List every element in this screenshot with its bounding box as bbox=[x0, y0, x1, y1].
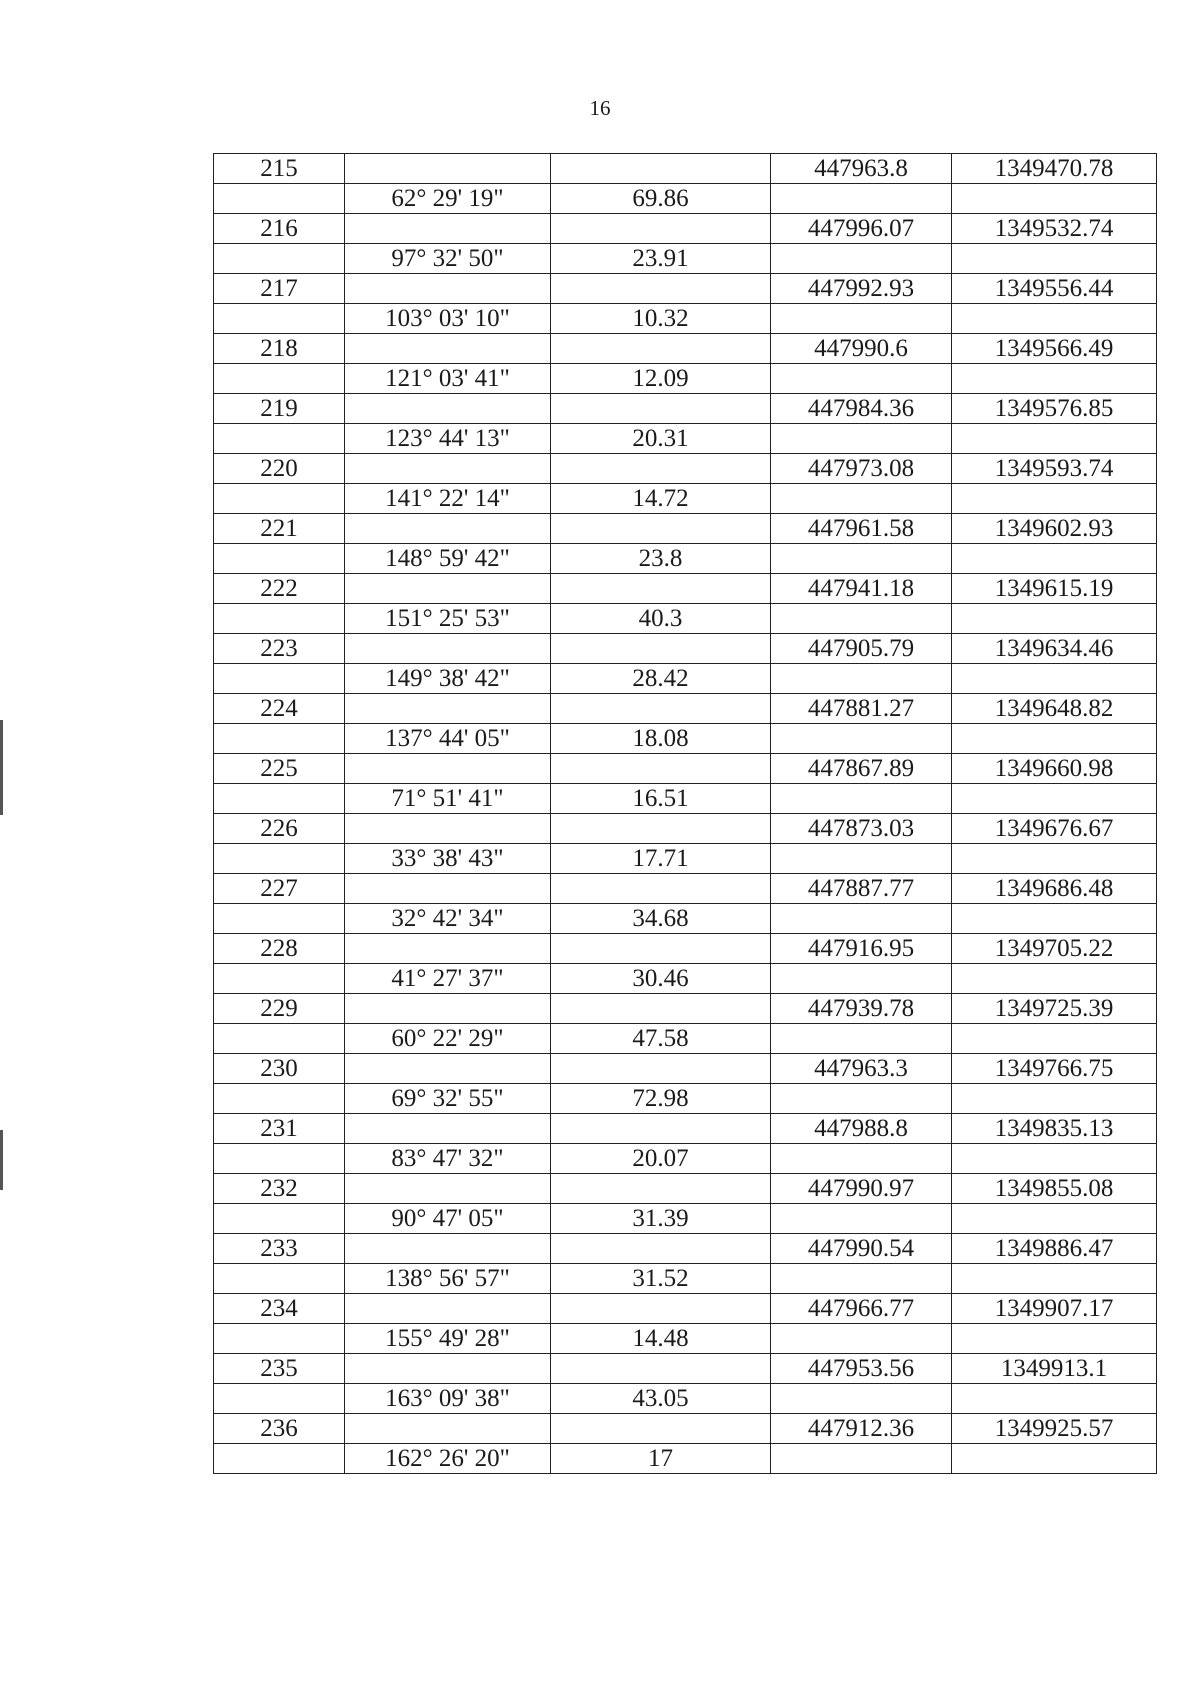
table-row-point bbox=[214, 814, 1157, 844]
empty-cell bbox=[345, 694, 551, 724]
bearing-angle-cell: 97° 32' 50" bbox=[345, 244, 551, 274]
y-coordinate-cell: 1349907.17 bbox=[952, 1294, 1157, 1324]
point-number-cell: 233 bbox=[214, 1234, 345, 1264]
table-row-point bbox=[214, 1414, 1157, 1444]
y-coordinate-cell: 1349556.44 bbox=[952, 274, 1157, 304]
empty-cell bbox=[214, 844, 345, 874]
empty-cell bbox=[771, 844, 952, 874]
empty-cell bbox=[952, 964, 1157, 994]
empty-cell bbox=[771, 364, 952, 394]
empty-cell bbox=[771, 304, 952, 334]
point-number-cell: 231 bbox=[214, 1114, 345, 1144]
empty-cell bbox=[214, 1444, 345, 1474]
bearing-angle-cell: 149° 38' 42" bbox=[345, 664, 551, 694]
y-coordinate-cell: 1349593.74 bbox=[952, 454, 1157, 484]
point-number-cell: 221 bbox=[214, 514, 345, 544]
point-number-cell: 218 bbox=[214, 334, 345, 364]
table-row-segment bbox=[214, 964, 1157, 994]
empty-cell bbox=[771, 1324, 952, 1354]
empty-cell bbox=[214, 1144, 345, 1174]
y-coordinate-cell: 1349835.13 bbox=[952, 1114, 1157, 1144]
point-number-cell: 224 bbox=[214, 694, 345, 724]
empty-cell bbox=[214, 724, 345, 754]
empty-cell bbox=[214, 544, 345, 574]
empty-cell bbox=[952, 904, 1157, 934]
bearing-angle-cell: 60° 22' 29" bbox=[345, 1024, 551, 1054]
point-number-cell: 234 bbox=[214, 1294, 345, 1324]
y-coordinate-cell: 1349913.1 bbox=[952, 1354, 1157, 1384]
empty-cell bbox=[345, 994, 551, 1024]
distance-cell: 72.98 bbox=[551, 1084, 771, 1114]
empty-cell bbox=[952, 1144, 1157, 1174]
empty-cell bbox=[551, 1174, 771, 1204]
bearing-angle-cell: 71° 51' 41" bbox=[345, 784, 551, 814]
x-coordinate-cell: 447990.6 bbox=[771, 334, 952, 364]
distance-cell: 20.31 bbox=[551, 424, 771, 454]
empty-cell bbox=[952, 484, 1157, 514]
point-number-cell: 230 bbox=[214, 1054, 345, 1084]
x-coordinate-cell: 447873.03 bbox=[771, 814, 952, 844]
empty-cell bbox=[345, 1114, 551, 1144]
point-number-cell: 227 bbox=[214, 874, 345, 904]
empty-cell bbox=[551, 274, 771, 304]
table-row-segment bbox=[214, 424, 1157, 454]
empty-cell bbox=[771, 904, 952, 934]
table-row-segment bbox=[214, 844, 1157, 874]
bearing-angle-cell: 148° 59' 42" bbox=[345, 544, 551, 574]
table-row-segment bbox=[214, 664, 1157, 694]
point-number-cell: 220 bbox=[214, 454, 345, 484]
empty-cell bbox=[952, 1384, 1157, 1414]
empty-cell bbox=[214, 484, 345, 514]
y-coordinate-cell: 1349705.22 bbox=[952, 934, 1157, 964]
empty-cell bbox=[214, 904, 345, 934]
bearing-angle-cell: 162° 26' 20" bbox=[345, 1444, 551, 1474]
x-coordinate-cell: 447887.77 bbox=[771, 874, 952, 904]
point-number-cell: 235 bbox=[214, 1354, 345, 1384]
empty-cell bbox=[551, 1354, 771, 1384]
empty-cell bbox=[771, 544, 952, 574]
empty-cell bbox=[771, 1024, 952, 1054]
scan-edge-mark bbox=[0, 1130, 3, 1190]
table-row-point bbox=[214, 1354, 1157, 1384]
y-coordinate-cell: 1349634.46 bbox=[952, 634, 1157, 664]
table-row-point bbox=[214, 994, 1157, 1024]
empty-cell bbox=[952, 724, 1157, 754]
table-row-point bbox=[214, 454, 1157, 484]
bearing-angle-cell: 83° 47' 32" bbox=[345, 1144, 551, 1174]
table-row-point bbox=[214, 1294, 1157, 1324]
table-row-point bbox=[214, 514, 1157, 544]
empty-cell bbox=[214, 1324, 345, 1354]
empty-cell bbox=[952, 1324, 1157, 1354]
x-coordinate-cell: 447961.58 bbox=[771, 514, 952, 544]
empty-cell bbox=[214, 184, 345, 214]
empty-cell bbox=[214, 964, 345, 994]
y-coordinate-cell: 1349615.19 bbox=[952, 574, 1157, 604]
table-row-segment bbox=[214, 1144, 1157, 1174]
empty-cell bbox=[345, 454, 551, 484]
empty-cell bbox=[345, 1234, 551, 1264]
empty-cell bbox=[952, 1084, 1157, 1114]
bearing-angle-cell: 151° 25' 53" bbox=[345, 604, 551, 634]
empty-cell bbox=[771, 1084, 952, 1114]
empty-cell bbox=[952, 1444, 1157, 1474]
distance-cell: 20.07 bbox=[551, 1144, 771, 1174]
point-number-cell: 217 bbox=[214, 274, 345, 304]
table-row-point bbox=[214, 1114, 1157, 1144]
empty-cell bbox=[551, 454, 771, 484]
empty-cell bbox=[551, 514, 771, 544]
point-number-cell: 228 bbox=[214, 934, 345, 964]
x-coordinate-cell: 447963.8 bbox=[771, 154, 952, 184]
table-row-segment bbox=[214, 484, 1157, 514]
table-row-point bbox=[214, 574, 1157, 604]
distance-cell: 12.09 bbox=[551, 364, 771, 394]
x-coordinate-cell: 447990.97 bbox=[771, 1174, 952, 1204]
empty-cell bbox=[952, 664, 1157, 694]
table-row-point bbox=[214, 334, 1157, 364]
distance-cell: 34.68 bbox=[551, 904, 771, 934]
point-number-cell: 236 bbox=[214, 1414, 345, 1444]
empty-cell bbox=[345, 514, 551, 544]
bearing-angle-cell: 62° 29' 19" bbox=[345, 184, 551, 214]
x-coordinate-cell: 447996.07 bbox=[771, 214, 952, 244]
y-coordinate-cell: 1349532.74 bbox=[952, 214, 1157, 244]
x-coordinate-cell: 447939.78 bbox=[771, 994, 952, 1024]
table-row-segment bbox=[214, 184, 1157, 214]
empty-cell bbox=[952, 424, 1157, 454]
point-number-cell: 225 bbox=[214, 754, 345, 784]
empty-cell bbox=[345, 154, 551, 184]
x-coordinate-cell: 447992.93 bbox=[771, 274, 952, 304]
x-coordinate-cell: 447990.54 bbox=[771, 1234, 952, 1264]
distance-cell: 30.46 bbox=[551, 964, 771, 994]
table-row-point bbox=[214, 394, 1157, 424]
x-coordinate-cell: 447963.3 bbox=[771, 1054, 952, 1084]
empty-cell bbox=[345, 214, 551, 244]
y-coordinate-cell: 1349566.49 bbox=[952, 334, 1157, 364]
empty-cell bbox=[952, 844, 1157, 874]
x-coordinate-cell: 447953.56 bbox=[771, 1354, 952, 1384]
bearing-angle-cell: 138° 56' 57" bbox=[345, 1264, 551, 1294]
empty-cell bbox=[214, 424, 345, 454]
empty-cell bbox=[952, 304, 1157, 334]
empty-cell bbox=[952, 184, 1157, 214]
y-coordinate-cell: 1349602.93 bbox=[952, 514, 1157, 544]
empty-cell bbox=[551, 874, 771, 904]
y-coordinate-cell: 1349925.57 bbox=[952, 1414, 1157, 1444]
table-row-point bbox=[214, 754, 1157, 784]
empty-cell bbox=[771, 964, 952, 994]
point-number-cell: 216 bbox=[214, 214, 345, 244]
bearing-angle-cell: 69° 32' 55" bbox=[345, 1084, 551, 1114]
distance-cell: 17.71 bbox=[551, 844, 771, 874]
coordinate-table bbox=[213, 153, 1157, 1474]
distance-cell: 23.8 bbox=[551, 544, 771, 574]
empty-cell bbox=[551, 694, 771, 724]
distance-cell: 40.3 bbox=[551, 604, 771, 634]
empty-cell bbox=[214, 304, 345, 334]
table-row-segment bbox=[214, 1444, 1157, 1474]
empty-cell bbox=[345, 934, 551, 964]
empty-cell bbox=[771, 1144, 952, 1174]
distance-cell: 43.05 bbox=[551, 1384, 771, 1414]
empty-cell bbox=[345, 1414, 551, 1444]
table-row-segment bbox=[214, 364, 1157, 394]
bearing-angle-cell: 163° 09' 38" bbox=[345, 1384, 551, 1414]
empty-cell bbox=[551, 1414, 771, 1444]
x-coordinate-cell: 447941.18 bbox=[771, 574, 952, 604]
x-coordinate-cell: 447867.89 bbox=[771, 754, 952, 784]
empty-cell bbox=[551, 1114, 771, 1144]
distance-cell: 47.58 bbox=[551, 1024, 771, 1054]
empty-cell bbox=[952, 1024, 1157, 1054]
empty-cell bbox=[771, 484, 952, 514]
table-row-point bbox=[214, 694, 1157, 724]
table-row-segment bbox=[214, 1024, 1157, 1054]
empty-cell bbox=[345, 274, 551, 304]
empty-cell bbox=[214, 1084, 345, 1114]
y-coordinate-cell: 1349725.39 bbox=[952, 994, 1157, 1024]
empty-cell bbox=[551, 214, 771, 244]
empty-cell bbox=[771, 184, 952, 214]
empty-cell bbox=[551, 634, 771, 664]
distance-cell: 17 bbox=[551, 1444, 771, 1474]
distance-cell: 31.52 bbox=[551, 1264, 771, 1294]
table-row-point bbox=[214, 934, 1157, 964]
empty-cell bbox=[551, 1234, 771, 1264]
x-coordinate-cell: 447988.8 bbox=[771, 1114, 952, 1144]
empty-cell bbox=[345, 874, 551, 904]
point-number-cell: 229 bbox=[214, 994, 345, 1024]
empty-cell bbox=[551, 1054, 771, 1084]
empty-cell bbox=[345, 634, 551, 664]
point-number-cell: 215 bbox=[214, 154, 345, 184]
empty-cell bbox=[771, 1384, 952, 1414]
empty-cell bbox=[345, 574, 551, 604]
table-row-segment bbox=[214, 904, 1157, 934]
empty-cell bbox=[771, 1444, 952, 1474]
table-row-point bbox=[214, 1174, 1157, 1204]
table-row-point bbox=[214, 1054, 1157, 1084]
empty-cell bbox=[771, 1204, 952, 1234]
bearing-angle-cell: 141° 22' 14" bbox=[345, 484, 551, 514]
table-row-segment bbox=[214, 544, 1157, 574]
empty-cell bbox=[551, 574, 771, 604]
empty-cell bbox=[952, 784, 1157, 814]
empty-cell bbox=[952, 604, 1157, 634]
distance-cell: 14.72 bbox=[551, 484, 771, 514]
table-row-point bbox=[214, 214, 1157, 244]
distance-cell: 28.42 bbox=[551, 664, 771, 694]
distance-cell: 14.48 bbox=[551, 1324, 771, 1354]
empty-cell bbox=[214, 664, 345, 694]
bearing-angle-cell: 121° 03' 41" bbox=[345, 364, 551, 394]
table-row-point bbox=[214, 634, 1157, 664]
bearing-angle-cell: 90° 47' 05" bbox=[345, 1204, 551, 1234]
table-body bbox=[214, 154, 1157, 1474]
empty-cell bbox=[551, 394, 771, 424]
empty-cell bbox=[345, 334, 551, 364]
empty-cell bbox=[771, 1264, 952, 1294]
point-number-cell: 232 bbox=[214, 1174, 345, 1204]
empty-cell bbox=[345, 1354, 551, 1384]
y-coordinate-cell: 1349766.75 bbox=[952, 1054, 1157, 1084]
empty-cell bbox=[551, 754, 771, 784]
table-row-point bbox=[214, 1234, 1157, 1264]
empty-cell bbox=[214, 244, 345, 274]
bearing-angle-cell: 123° 44' 13" bbox=[345, 424, 551, 454]
point-number-cell: 222 bbox=[214, 574, 345, 604]
empty-cell bbox=[952, 1204, 1157, 1234]
bearing-angle-cell: 155° 49' 28" bbox=[345, 1324, 551, 1354]
distance-cell: 16.51 bbox=[551, 784, 771, 814]
empty-cell bbox=[214, 1384, 345, 1414]
empty-cell bbox=[771, 784, 952, 814]
y-coordinate-cell: 1349648.82 bbox=[952, 694, 1157, 724]
x-coordinate-cell: 447966.77 bbox=[771, 1294, 952, 1324]
table-row-segment bbox=[214, 1384, 1157, 1414]
table-row-segment bbox=[214, 724, 1157, 754]
y-coordinate-cell: 1349676.67 bbox=[952, 814, 1157, 844]
table-row-segment bbox=[214, 1084, 1157, 1114]
empty-cell bbox=[952, 1264, 1157, 1294]
table-row-point bbox=[214, 274, 1157, 304]
point-number-cell: 223 bbox=[214, 634, 345, 664]
x-coordinate-cell: 447905.79 bbox=[771, 634, 952, 664]
point-number-cell: 219 bbox=[214, 394, 345, 424]
distance-cell: 23.91 bbox=[551, 244, 771, 274]
empty-cell bbox=[551, 1294, 771, 1324]
empty-cell bbox=[952, 544, 1157, 574]
bearing-angle-cell: 32° 42' 34" bbox=[345, 904, 551, 934]
empty-cell bbox=[345, 1174, 551, 1204]
empty-cell bbox=[952, 244, 1157, 274]
empty-cell bbox=[771, 664, 952, 694]
table-row-segment bbox=[214, 244, 1157, 274]
table-row-segment bbox=[214, 304, 1157, 334]
table-row-segment bbox=[214, 784, 1157, 814]
empty-cell bbox=[551, 814, 771, 844]
empty-cell bbox=[771, 244, 952, 274]
empty-cell bbox=[551, 334, 771, 364]
empty-cell bbox=[345, 814, 551, 844]
x-coordinate-cell: 447912.36 bbox=[771, 1414, 952, 1444]
table-row-point bbox=[214, 874, 1157, 904]
empty-cell bbox=[952, 364, 1157, 394]
empty-cell bbox=[214, 1264, 345, 1294]
x-coordinate-cell: 447916.95 bbox=[771, 934, 952, 964]
empty-cell bbox=[214, 1204, 345, 1234]
x-coordinate-cell: 447881.27 bbox=[771, 694, 952, 724]
empty-cell bbox=[345, 1294, 551, 1324]
bearing-angle-cell: 137° 44' 05" bbox=[345, 724, 551, 754]
empty-cell bbox=[345, 1054, 551, 1084]
table-row-segment bbox=[214, 1324, 1157, 1354]
distance-cell: 18.08 bbox=[551, 724, 771, 754]
table-row-segment bbox=[214, 1264, 1157, 1294]
empty-cell bbox=[345, 754, 551, 784]
y-coordinate-cell: 1349855.08 bbox=[952, 1174, 1157, 1204]
empty-cell bbox=[771, 604, 952, 634]
empty-cell bbox=[551, 994, 771, 1024]
bearing-angle-cell: 41° 27' 37" bbox=[345, 964, 551, 994]
empty-cell bbox=[345, 394, 551, 424]
bearing-angle-cell: 33° 38' 43" bbox=[345, 844, 551, 874]
distance-cell: 31.39 bbox=[551, 1204, 771, 1234]
y-coordinate-cell: 1349576.85 bbox=[952, 394, 1157, 424]
scan-edge-mark bbox=[0, 720, 3, 815]
distance-cell: 10.32 bbox=[551, 304, 771, 334]
y-coordinate-cell: 1349686.48 bbox=[952, 874, 1157, 904]
bearing-angle-cell: 103° 03' 10" bbox=[345, 304, 551, 334]
table-row-point bbox=[214, 154, 1157, 184]
y-coordinate-cell: 1349470.78 bbox=[952, 154, 1157, 184]
table-row-segment bbox=[214, 604, 1157, 634]
point-number-cell: 226 bbox=[214, 814, 345, 844]
empty-cell bbox=[551, 154, 771, 184]
empty-cell bbox=[214, 1024, 345, 1054]
page-number: 16 bbox=[589, 96, 611, 120]
empty-cell bbox=[214, 604, 345, 634]
empty-cell bbox=[551, 934, 771, 964]
y-coordinate-cell: 1349886.47 bbox=[952, 1234, 1157, 1264]
table-row-segment bbox=[214, 1204, 1157, 1234]
distance-cell: 69.86 bbox=[551, 184, 771, 214]
x-coordinate-cell: 447973.08 bbox=[771, 454, 952, 484]
y-coordinate-cell: 1349660.98 bbox=[952, 754, 1157, 784]
empty-cell bbox=[214, 784, 345, 814]
x-coordinate-cell: 447984.36 bbox=[771, 394, 952, 424]
empty-cell bbox=[214, 364, 345, 394]
empty-cell bbox=[771, 424, 952, 454]
empty-cell bbox=[771, 724, 952, 754]
